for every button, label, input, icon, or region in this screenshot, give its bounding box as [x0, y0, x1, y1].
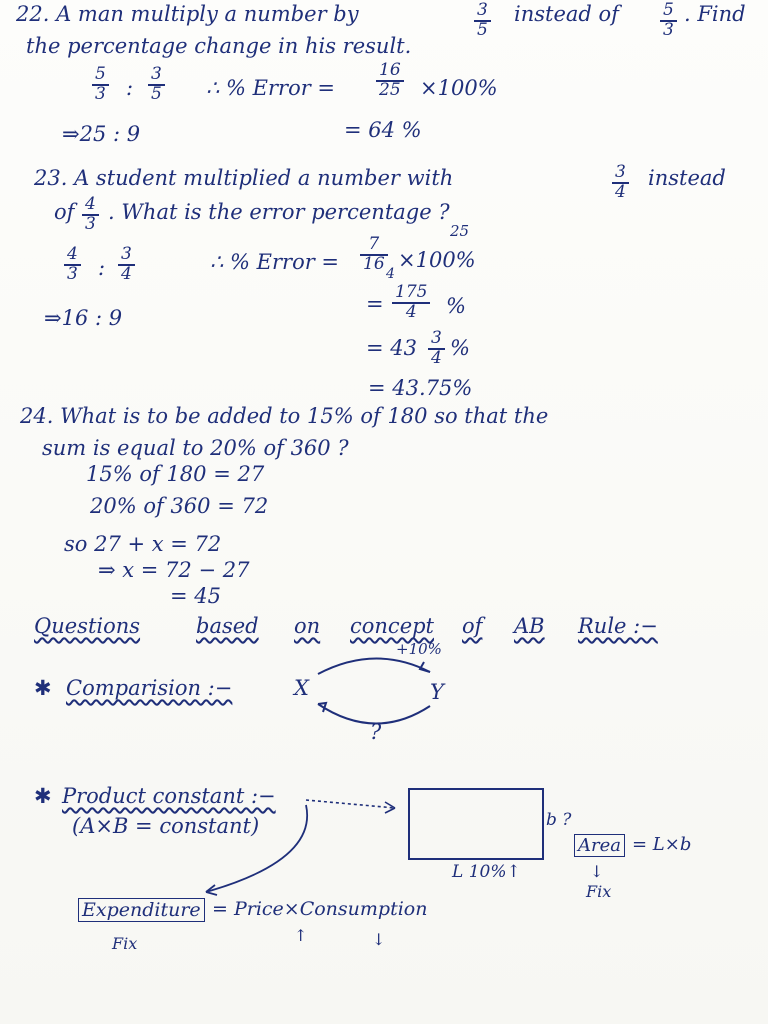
fraction-numerator: 175 [395, 282, 428, 302]
q23-cancel-top: 25 [450, 222, 470, 240]
fraction-denominator: 3 [67, 263, 78, 284]
top-arrow-label: +10% [396, 640, 442, 658]
q23-line1-a: 23. A student multiplied a number with [34, 166, 454, 190]
fraction-numerator: 3 [477, 0, 488, 20]
q24-line2: sum is equal to 20% of 360 ? [42, 436, 349, 460]
node-x: X [294, 676, 309, 700]
q23-ratio-separator: : [98, 256, 106, 280]
fraction-numerator: 3 [615, 162, 626, 182]
ab-heading-word-2: based [196, 614, 259, 638]
q23-error-multiplier: ×100% [398, 248, 476, 272]
q22-ratio-result: ⇒25 : 9 [62, 122, 141, 146]
ab-heading-word-4: concept [350, 614, 434, 638]
fraction-denominator: 3 [663, 19, 674, 40]
q22-line1-b: instead of [514, 2, 619, 26]
fraction-denominator: 4 [405, 301, 417, 322]
ab-heading-word-1: Questions [34, 614, 141, 638]
q24-calc5: = 45 [170, 584, 221, 608]
q22-error-fraction [376, 62, 404, 100]
expenditure-fix-label: Fix [112, 934, 138, 953]
fraction-numerator: 4 [67, 244, 78, 264]
comparison-bullet-icon: ✱ [34, 676, 52, 700]
q22-line1-c: . Find [684, 2, 746, 26]
fraction-numerator: 4 [85, 194, 96, 214]
product-constant-label: Product constant :− [62, 784, 276, 808]
q23-line1-b: instead [648, 166, 726, 190]
q23-ratio-right [118, 246, 135, 284]
q23-fraction-a [612, 164, 629, 202]
fraction-denominator: 25 [379, 79, 401, 100]
area-box: Area [574, 834, 625, 857]
q23-step2-equals: = [366, 292, 384, 316]
fraction-denominator: 5 [477, 19, 488, 40]
fraction-numerator: 5 [663, 0, 674, 20]
q24-line1: 24. What is to be added to 15% of 180 so that the [20, 404, 549, 428]
q22-line1-a: 22. A man multiply a number by [16, 2, 359, 26]
fraction-denominator: 16 [363, 253, 385, 274]
q23-line2-b: . What is the error percentage ? [108, 200, 450, 224]
q22-error-multiplier: ×100% [420, 76, 498, 100]
q22-line2: the percentage change in his result. [26, 34, 412, 58]
product-formula: (A×B = constant) [72, 814, 260, 838]
q22-fraction-b [660, 2, 677, 40]
bottom-arrow-label: ? [370, 720, 382, 744]
q23-ratio-result: ⇒16 : 9 [44, 306, 123, 330]
ab-heading-word-5: of [462, 614, 483, 638]
fraction-denominator: 3 [95, 83, 106, 104]
fraction-numerator: 5 [95, 64, 106, 84]
q23-ratio-left [64, 246, 81, 284]
fraction-numerator: 3 [121, 244, 132, 264]
consumption-down-arrow-icon: ↓ [372, 930, 386, 949]
q23-error-label: ∴ % Error = [210, 250, 340, 274]
q22-ratio-right [148, 66, 165, 104]
rectangle-side-l: L 10%↑ [452, 862, 521, 882]
q23-step3-whole: = 43 [366, 336, 417, 360]
q22-error-label: ∴ % Error = [206, 76, 336, 100]
area-formula: = L×b [632, 834, 692, 855]
fraction-denominator: 5 [151, 83, 162, 104]
q23-fraction-b [82, 196, 99, 234]
q23-step4: = 43.75% [368, 376, 473, 400]
q22-ratio-separator: : [126, 76, 134, 100]
q23-step3-percent: % [450, 336, 470, 360]
ab-heading-word-3: on [294, 614, 321, 638]
product-to-rectangle-arrow-line [306, 800, 395, 808]
area-rectangle [408, 788, 544, 860]
fraction-denominator: 4 [431, 347, 442, 368]
comparison-label: Comparision :− [66, 676, 233, 700]
q23-step3-fraction [428, 330, 445, 368]
q23-step2-percent: % [446, 294, 466, 318]
expenditure-formula: = Price×Consumption [212, 898, 428, 920]
fraction-numerator: 3 [431, 328, 442, 348]
price-up-arrow-icon: ↑ [294, 926, 308, 945]
node-y: Y [430, 680, 444, 704]
product-bullet-icon: ✱ [34, 784, 52, 808]
q23-cancel-bottom: 4 [386, 266, 395, 282]
q24-calc4: ⇒ x = 72 − 27 [98, 558, 250, 582]
q24-calc3: so 27 + x = 72 [64, 532, 222, 556]
q24-calc1: 15% of 180 = 27 [86, 462, 265, 486]
q23-error-fraction [360, 236, 388, 274]
area-down-arrow-icon: ↓ [590, 862, 604, 881]
x-to-y-arrow-curve [318, 658, 430, 674]
fraction-numerator: 3 [151, 64, 162, 84]
q22-error-result: = 64 % [344, 118, 422, 142]
q23-step2-fraction [392, 284, 430, 322]
expenditure-box: Expenditure [78, 898, 205, 922]
fraction-denominator: 3 [85, 213, 96, 234]
ab-heading-word-6: AB [514, 614, 545, 638]
q22-ratio-left [92, 66, 109, 104]
fraction-numerator: 16 [379, 60, 401, 80]
fraction-denominator: 4 [121, 263, 132, 284]
q23-line2-a: of [54, 200, 75, 224]
area-fix-label: Fix [586, 882, 612, 901]
fraction-numerator: 7 [368, 234, 380, 254]
rectangle-side-b: b ? [546, 810, 572, 830]
q22-fraction-a [474, 2, 491, 40]
q24-calc2: 20% of 360 = 72 [90, 494, 269, 518]
fraction-denominator: 4 [615, 181, 626, 202]
ab-heading-word-7: Rule :− [578, 614, 658, 638]
